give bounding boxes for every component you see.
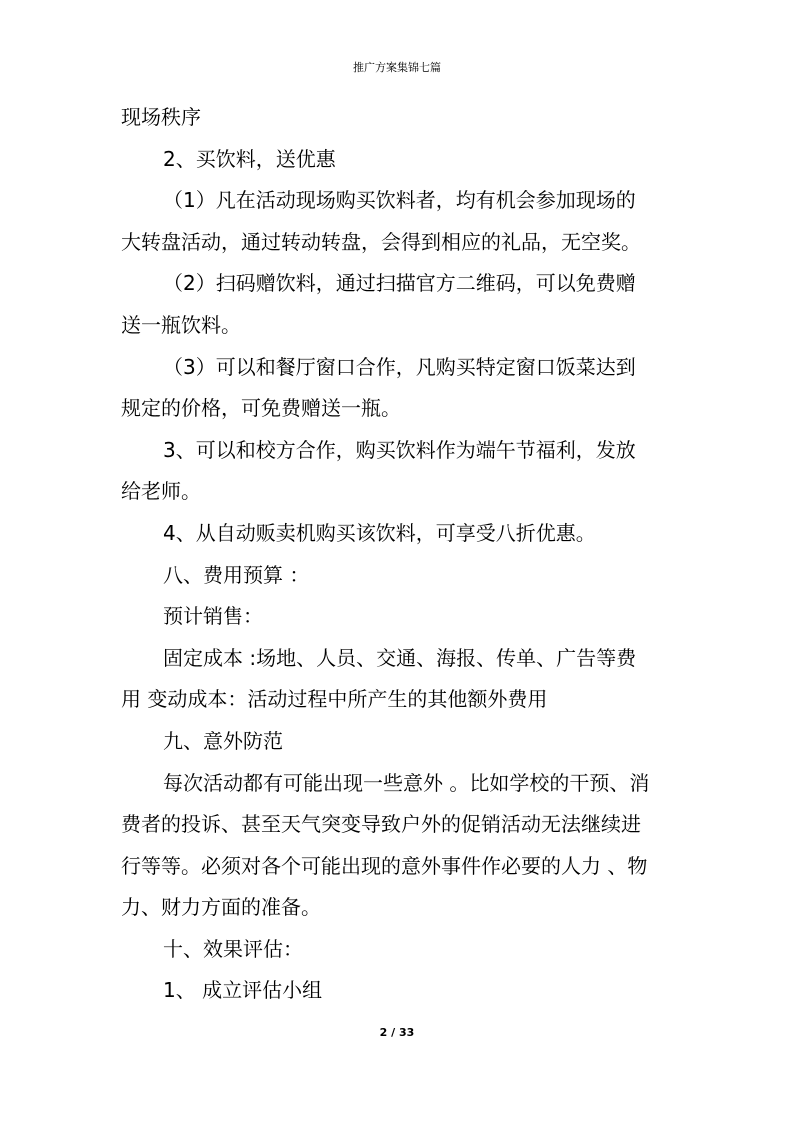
text-line: 固定成本 :场地、人员、交通、海报、传单、广告等费: [163, 645, 637, 670]
text-line: （3）可以和餐厅窗口合作，凡购买特定窗口饭菜达到: [163, 354, 636, 379]
text-line: （2）扫码赠饮料，通过扫描官方二维码，可以免费赠: [163, 271, 636, 296]
text-line: 大转盘活动，通过转动转盘，会得到相应的礼品，无空奖。: [121, 229, 641, 254]
text-line: （1）凡在活动现场购买饮料者，均有机会参加现场的: [163, 188, 636, 213]
document-body: [121, 97, 681, 1012]
text-line: 送一瓶饮料。: [121, 312, 241, 337]
section-heading: 十、效果评估：: [163, 936, 303, 961]
text-line: 2、买饮料，送优惠: [163, 146, 336, 171]
text-line: 力、财力方面的准备。: [121, 895, 321, 920]
text-line: 1、 成立评估小组: [163, 978, 323, 1003]
text-line: 4、从自动贩卖机购买该饮料，可享受八折优惠。: [163, 520, 596, 545]
text-line: 规定的价格，可免费赠送一瓶。: [121, 396, 401, 421]
text-line: 给老师。: [121, 479, 201, 504]
text-line: 费者的投诉、甚至天气突变导致户外的促销活动无法继续进: [121, 812, 641, 837]
text-line: 3、可以和校方合作，购买饮料作为端午节福利，发放: [163, 437, 636, 462]
text-line: 现场秩序: [121, 105, 201, 129]
text-line: 行等等。必须对各个可能出现的意外事件作必要的人力 、物: [121, 853, 648, 878]
page-number: 2 / 33: [379, 1026, 415, 1039]
page-header: 推广方案集锦七篇: [353, 61, 441, 74]
section-heading: 九、意外防范: [163, 728, 283, 753]
text-line: 每次活动都有可能出现一些意外 。比如学校的干预、消: [163, 770, 650, 795]
section-heading: 八、费用预算 ：: [163, 562, 310, 587]
text-line: 预计销售：: [163, 604, 263, 629]
text-line: 用 变动成本：活动过程中所产生的其他额外费用: [121, 687, 548, 712]
